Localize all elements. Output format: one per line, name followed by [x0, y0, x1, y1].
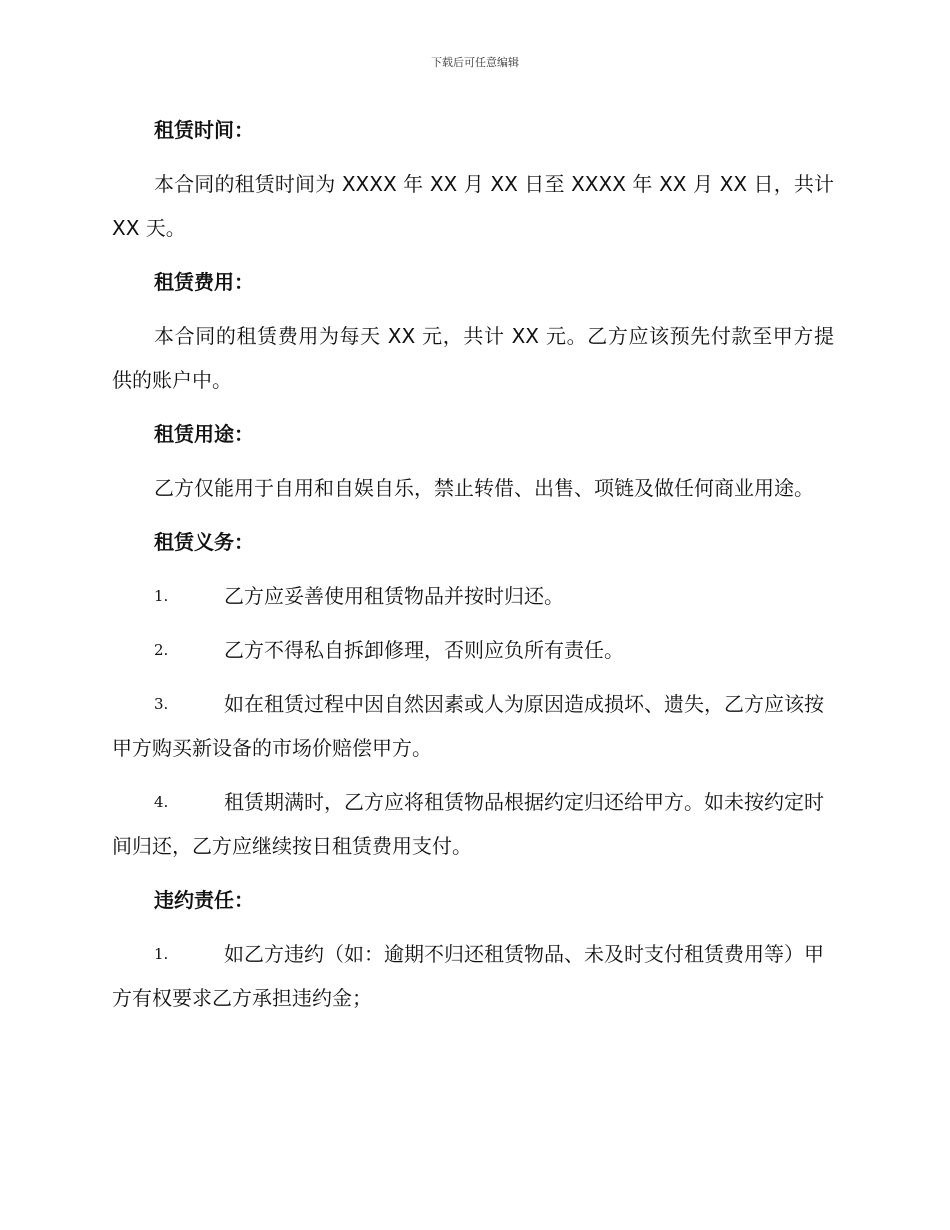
item-number: 1. [154, 945, 169, 963]
item-text: 乙方不得私自拆卸修理，否则应负所有责任。 [224, 638, 624, 662]
page-header: 下载后可任意编辑 [431, 56, 519, 69]
item-text: 乙方应妥善使用租赁物品并按时归还。 [224, 584, 564, 608]
section-body-fee: 本合同的租赁费用为每天 XX 元，共计 XX 元。乙方应该预先付款至甲方提供的账户中。 [112, 324, 834, 392]
obligation-item [112, 574, 834, 618]
item-text: 如乙方违约（如：逾期不归还租赁物品、未及时支付租赁费用等）甲方有权要求乙方承担违约金； [112, 942, 824, 1010]
obligation-item [112, 682, 834, 770]
document-body [112, 108, 834, 1030]
section-title-term: 租赁时间： [154, 118, 254, 142]
item-number: 3. [154, 695, 169, 713]
section-title-fee: 租赁费用： [154, 270, 254, 294]
section-title-usage: 租赁用途： [154, 422, 254, 446]
obligation-item [112, 780, 834, 868]
item-number: 2. [154, 641, 169, 659]
breach-item [112, 932, 834, 1020]
section-title-obligations: 租赁义务： [154, 530, 254, 554]
item-text: 如在租赁过程中因自然因素或人为原因造成损坏、遗失，乙方应该按甲方购买新设备的市场价赔偿甲方。 [112, 692, 824, 760]
item-number: 1. [154, 587, 169, 605]
item-number: 4. [154, 793, 169, 811]
section-body-usage: 乙方仅能用于自用和自娱自乐，禁止转借、出售、项链及做任何商业用途。 [154, 476, 814, 500]
section-title-breach: 违约责任： [154, 888, 254, 912]
item-text: 租赁期满时，乙方应将租赁物品根据约定归还给甲方。如未按约定时间归还，乙方应继续按日租赁费用支付。 [112, 790, 824, 858]
obligation-item [112, 628, 834, 672]
section-body-term: 本合同的租赁时间为 XXXX 年 XX 月 XX 日至 XXXX 年 XX 月 XX 日，共计 XX 天。 [112, 172, 834, 240]
